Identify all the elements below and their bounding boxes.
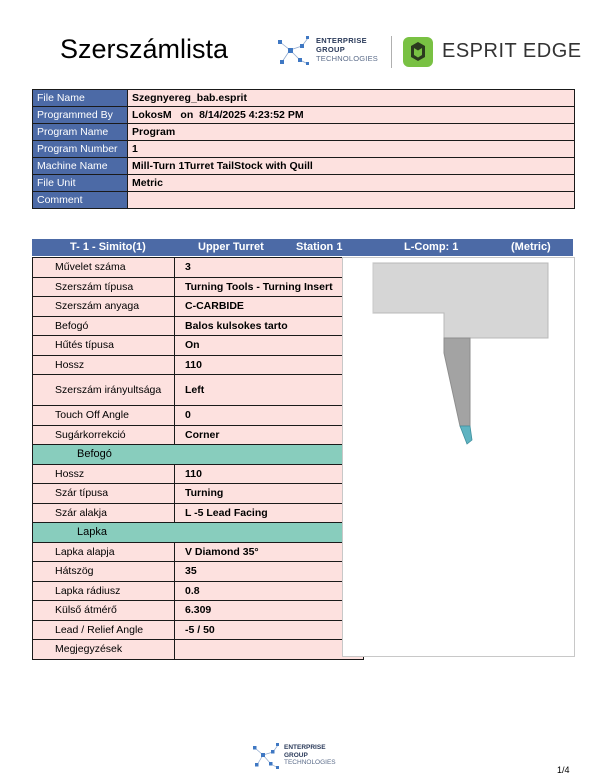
param-value: 110 [175, 464, 364, 484]
param-value: L -5 Lead Facing [175, 503, 364, 523]
info-value: Metric [128, 175, 575, 192]
tool-turret: Upper Turret [198, 241, 264, 253]
param-value: 35 [175, 562, 364, 582]
param-row [33, 562, 364, 582]
page-number: 1/4 [557, 765, 570, 775]
param-label: Hossz [33, 355, 175, 375]
param-value: Turning Tools - Turning Insert [175, 277, 364, 297]
param-label: Szár típusa [33, 484, 175, 504]
section-header-lapka [33, 523, 364, 543]
info-label: File Name [33, 90, 128, 107]
param-value: Balos kulsokes tarto [175, 316, 364, 336]
info-value: Program [128, 124, 575, 141]
param-row [33, 425, 364, 445]
program-info-table [32, 89, 575, 209]
info-value: 1 [128, 141, 575, 158]
section-header-befogo [33, 445, 364, 465]
footer-logo-text: ENTERPRISE GROUP TECHNOLOGIES [284, 744, 336, 766]
param-label: Hossz [33, 464, 175, 484]
info-value: Szegnyereg_bab.esprit [128, 90, 575, 107]
param-label: Befogó [33, 316, 175, 336]
tool-unit: (Metric) [511, 241, 551, 253]
param-label: Hátszög [33, 562, 175, 582]
info-row-program-name [33, 124, 575, 141]
page-title: Szerszámlista [60, 34, 229, 64]
param-label: Művelet száma [33, 258, 175, 278]
turning-tool-drawing [343, 258, 574, 656]
info-value: LokosM on 8/14/2025 4:23:52 PM [128, 107, 575, 124]
param-value: On [175, 336, 364, 356]
param-row [33, 297, 364, 317]
param-label: Megjegyzések [33, 640, 175, 660]
param-row [33, 581, 364, 601]
param-label: Lead / Relief Angle [33, 620, 175, 640]
param-label: Touch Off Angle [33, 406, 175, 426]
info-value [128, 192, 575, 209]
info-row-comment [33, 192, 575, 209]
tool-number: T- 1 - Simito(1) [70, 241, 146, 253]
param-label: Szerszám típusa [33, 277, 175, 297]
param-value: Turning [175, 484, 364, 504]
param-label: Külső átmérő [33, 601, 175, 621]
tool-preview-image [342, 257, 575, 657]
esprit-logo-icon [403, 37, 433, 67]
param-value: 0 [175, 406, 364, 426]
info-row-file-name [33, 90, 575, 107]
param-value [175, 640, 364, 660]
param-value: C-CARBIDE [175, 297, 364, 317]
param-label: Lapka rádiusz [33, 581, 175, 601]
param-label: Szerszám irányultsága [33, 375, 175, 406]
param-row [33, 375, 364, 406]
info-row-file-unit [33, 175, 575, 192]
param-row [33, 542, 364, 562]
param-value: 3 [175, 258, 364, 278]
param-label: Szerszám anyaga [33, 297, 175, 317]
param-row [33, 503, 364, 523]
info-row-machine-name [33, 158, 575, 175]
param-row [33, 277, 364, 297]
param-value: Left [175, 375, 364, 406]
param-value: 6.309 [175, 601, 364, 621]
param-row [33, 336, 364, 356]
tool-header-bar [32, 239, 573, 256]
param-label: Hűtés típusa [33, 336, 175, 356]
esprit-logo-text: ESPRIT EDGE [442, 40, 582, 62]
info-row-program-number [33, 141, 575, 158]
param-value: 0.8 [175, 581, 364, 601]
info-value: Mill-Turn 1Turret TailStock with Quill [128, 158, 575, 175]
param-label: Lapka alapja [33, 542, 175, 562]
info-label: File Unit [33, 175, 128, 192]
param-label: Sugárkorrekció [33, 425, 175, 445]
tool-lcomp: L-Comp: 1 [404, 241, 459, 253]
param-row [33, 601, 364, 621]
enterprise-group-logo-text: ENTERPRISE GROUP TECHNOLOGIES [316, 36, 378, 63]
section-title: Lapka [33, 523, 364, 543]
logo-divider [391, 36, 392, 68]
param-value: 110 [175, 355, 364, 375]
tool-params-table [32, 257, 364, 660]
section-title: Befogó [33, 445, 364, 465]
tool-station: Station 1 [296, 241, 343, 253]
param-value: Corner [175, 425, 364, 445]
param-label: Szár alakja [33, 503, 175, 523]
param-value: -5 / 50 [175, 620, 364, 640]
info-row-programmed-by [33, 107, 575, 124]
param-row [33, 620, 364, 640]
param-row [33, 355, 364, 375]
param-row [33, 316, 364, 336]
info-label: Program Number [33, 141, 128, 158]
param-row [33, 406, 364, 426]
param-row [33, 640, 364, 660]
param-row [33, 258, 364, 278]
param-row [33, 464, 364, 484]
info-label: Programmed By [33, 107, 128, 124]
info-label: Program Name [33, 124, 128, 141]
param-row [33, 484, 364, 504]
info-label: Comment [33, 192, 128, 209]
info-label: Machine Name [33, 158, 128, 175]
param-value: V Diamond 35° [175, 542, 364, 562]
